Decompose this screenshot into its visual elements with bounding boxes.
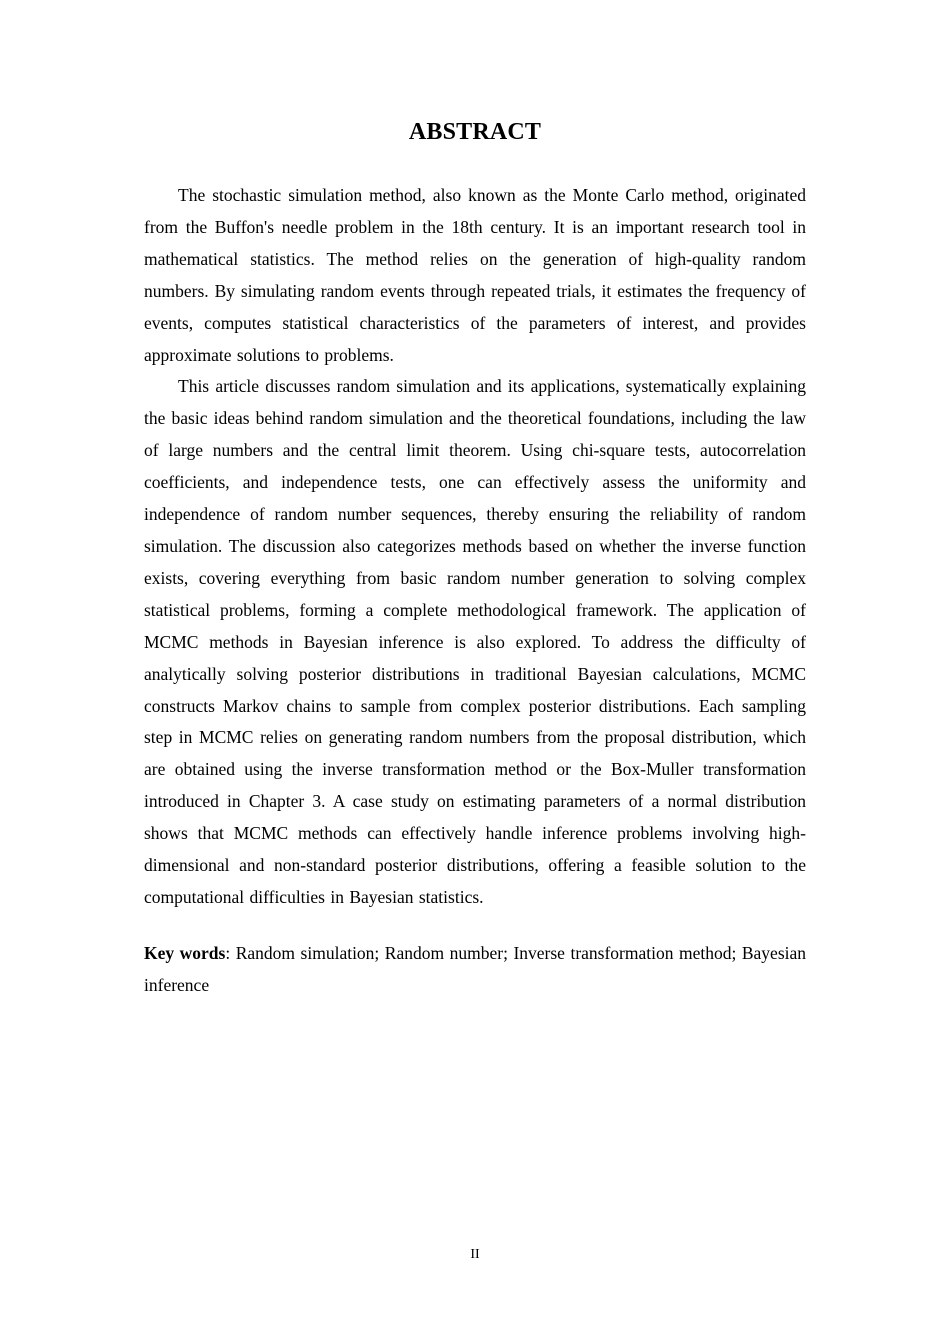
keywords-line bbox=[144, 938, 806, 1002]
keywords-label: Key words bbox=[144, 942, 226, 963]
abstract-title: ABSTRACT bbox=[408, 119, 542, 145]
keywords-separator: : bbox=[225, 942, 231, 963]
abstract-paragraph-1: The stochastic simulation method, also known as the Monte Carlo method, originated from the Buffon's needle problem in the 18th century. It is an important research tool in mathematical statistics. The method relies on the generation of high-quality random numbers. By simulating random events through repeated trials, it estimates the frequency of events, computes statistical characteristics of the parameters of interest, and provides approximate solutions to problems. bbox=[144, 185, 806, 365]
abstract-paragraph-2: This article discusses random simulation and its applications, systematically explaining the basic ideas behind random simulation and the theoretical foundations, including the law of large numbers and the central limit theorem. Using chi-square tests, autocorrelation coefficients, and independence tests, one can effectively assess the uniformity and independence of random number sequences, thereby ensuring the reliability of random simulation. The discussion also categorizes methods based on whether the inverse function exists, covering everything from basic random number generation to solving complex statistical problems, forming a complete methodological framework. The application of MCMC methods in Bayesian inference is also explored. To address the difficulty of analytically solving posterior distributions in traditional Bayesian calculations, MCMC constructs Markov chains to sample from complex posterior distributions. Each sampling step in MCMC relies on generating random numbers from the proposal distribution, which are obtained using the inverse transformation method or the Box-Muller transformation introduced in Chapter 3. A case study on estimating parameters of a normal distribution shows that MCMC methods can effectively handle inference problems involving high-dimensional and non-standard posterior distributions, offering a feasible solution to the computational difficulties in Bayesian statistics. bbox=[144, 376, 806, 907]
keywords-text: Random simulation; Random number; Inverse transformation method; Bayesian inference bbox=[144, 942, 807, 995]
page-number: II bbox=[470, 1247, 480, 1262]
abstract-body bbox=[144, 180, 806, 1002]
